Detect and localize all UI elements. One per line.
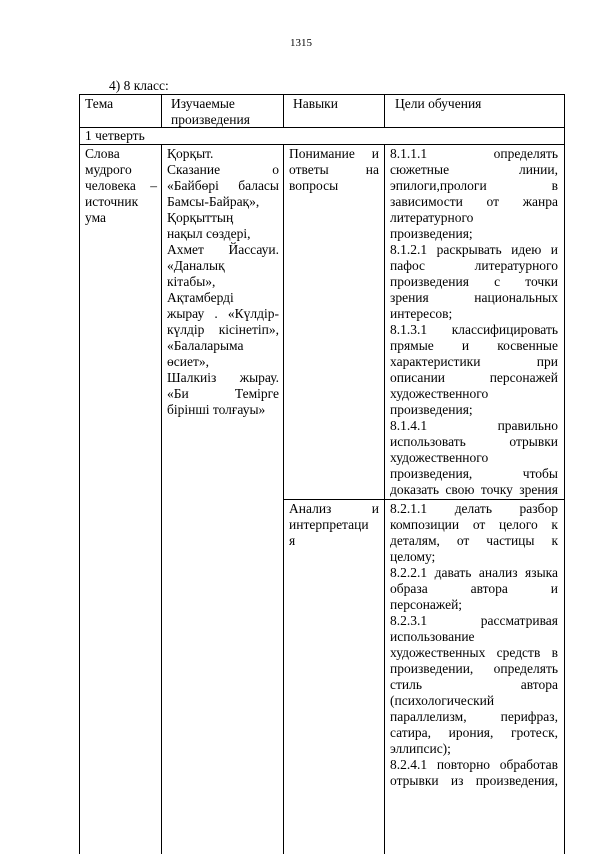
goal-line: художественного [390,386,489,401]
work-line: Қорқыт. [167,146,214,161]
header-goals: Цели обучения [395,96,482,111]
table-quarter-bottom [79,144,565,145]
topic-cell [85,146,157,226]
goal-line: зависимости от жанра [390,194,558,209]
skill-line: Понимание и [289,146,379,161]
goal-line: 8.2.2.1 давать анализ языка [390,565,558,580]
skill-line: я [289,533,296,548]
goal-line: целому; [390,549,436,564]
goal-line: пафос литературного [390,258,558,273]
goal-line: художественного [390,450,489,465]
topic-line: человека – [85,178,157,193]
goal-line: параллелизм, перифраз, [390,709,558,724]
goal-line: сатира, ирония, гротеск, [390,725,558,740]
goal-line: зрения национальных [390,290,558,305]
goal-line: сюжетные линии, [390,162,558,177]
goal-line: деталям, от частицы к [390,533,558,548]
goals-analysis [390,501,558,789]
goals-understanding [390,146,558,498]
header-works-line: произведения [171,112,250,127]
work-line: Шалкиіз жырау. [167,370,279,385]
goal-line: композиции от целого к [390,517,558,532]
work-line: Қорқыттың [167,210,234,225]
work-line: күлдір кісінетіп», [167,322,279,337]
works-cell [167,146,279,418]
curriculum-table [79,94,565,854]
work-line: Бамсы-Байрақ», [167,194,260,209]
skill-analysis [289,501,379,549]
skill-line: интерпретаци [289,517,369,532]
skill-line: ответы на [289,162,379,177]
goal-line: произведении, определять [390,661,558,676]
goal-line: литературного [390,210,474,225]
topic-line: ума [85,210,107,225]
table-col-divider-3 [384,94,385,127]
goal-line: стиль автора [390,677,558,692]
topic-line: источник [85,194,139,209]
goal-line: использование [390,629,475,644]
table-skill-divider [283,499,565,500]
topic-line: Слова [85,146,120,161]
topic-line: мудрого [85,162,132,177]
goal-line: описании персонажей [390,370,558,385]
table-border-left [79,94,80,854]
table-col-divider-3b [384,144,385,854]
page-number: 1315 [290,37,312,49]
skill-line: Анализ и [289,501,379,516]
goal-line: 8.2.3.1 рассматривая [390,613,558,628]
goal-line: 8.2.1.1 делать разбор [390,501,558,516]
goal-line: 8.1.1.1 определять [390,146,558,161]
header-skills: Навыки [293,96,338,111]
goal-line: художественных средств в [390,645,558,660]
header-topic: Тема [85,96,114,111]
work-line: «Би Темірге [167,386,279,401]
goal-line: произведения; [390,226,473,241]
goal-line: использовать отрывки [390,434,558,449]
goal-line: прямые и косвенные [390,338,558,353]
table-col-divider-2 [283,94,284,127]
goal-line: 8.1.3.1 классифицировать [390,322,558,337]
skill-understanding [289,146,379,194]
work-line: «Байбөрі баласы [167,178,279,193]
goal-line: 8.2.4.1 повторно обработав [390,757,558,772]
goal-line: характеристики при [390,354,558,369]
goal-line: произведения, чтобы [390,466,558,481]
goal-line: 8.1.4.1 правильно [390,418,558,433]
work-line: Ақтамберді [167,290,234,305]
work-line: «Балаларыма [167,338,244,353]
goal-line: (психологический [390,693,495,708]
work-line: жырау . «Күлдір- [167,306,279,321]
table-col-divider-1b [161,144,162,854]
goal-line: эллипсис); [390,741,451,756]
work-line: Сказание о [167,162,279,177]
work-line: бірінші толғауы» [167,402,266,417]
skill-line: вопросы [289,178,339,193]
work-line: кітабы», [167,274,216,289]
goal-line: интересов; [390,306,453,321]
work-line: өсиет», [167,354,209,369]
header-works-line: Изучаемые [171,96,235,111]
work-line: Ахмет Йассауи. [167,242,279,257]
work-line: «Даналық [167,258,225,273]
goal-line: доказать свою точку зрения [390,482,558,497]
section-heading: 4) 8 класс: [109,78,169,93]
table-border-top [79,94,565,95]
goal-line: образа автора и [390,581,558,596]
header-works [171,96,281,128]
table-col-divider-2b [283,144,284,854]
table-col-divider-1 [161,94,162,127]
goal-line: эпилоги,прологи в [390,178,558,193]
work-line: нақыл сөздері, [167,226,251,241]
table-border-right [564,94,565,854]
goal-line: персонажей; [390,597,463,612]
goal-line: произведения с точки [390,274,558,289]
quarter-label: 1 четверть [85,128,145,143]
goal-line: произведения; [390,402,473,417]
goal-line: отрывки из произведения, [390,773,558,788]
goal-line: 8.1.2.1 раскрывать идею и [390,242,558,257]
